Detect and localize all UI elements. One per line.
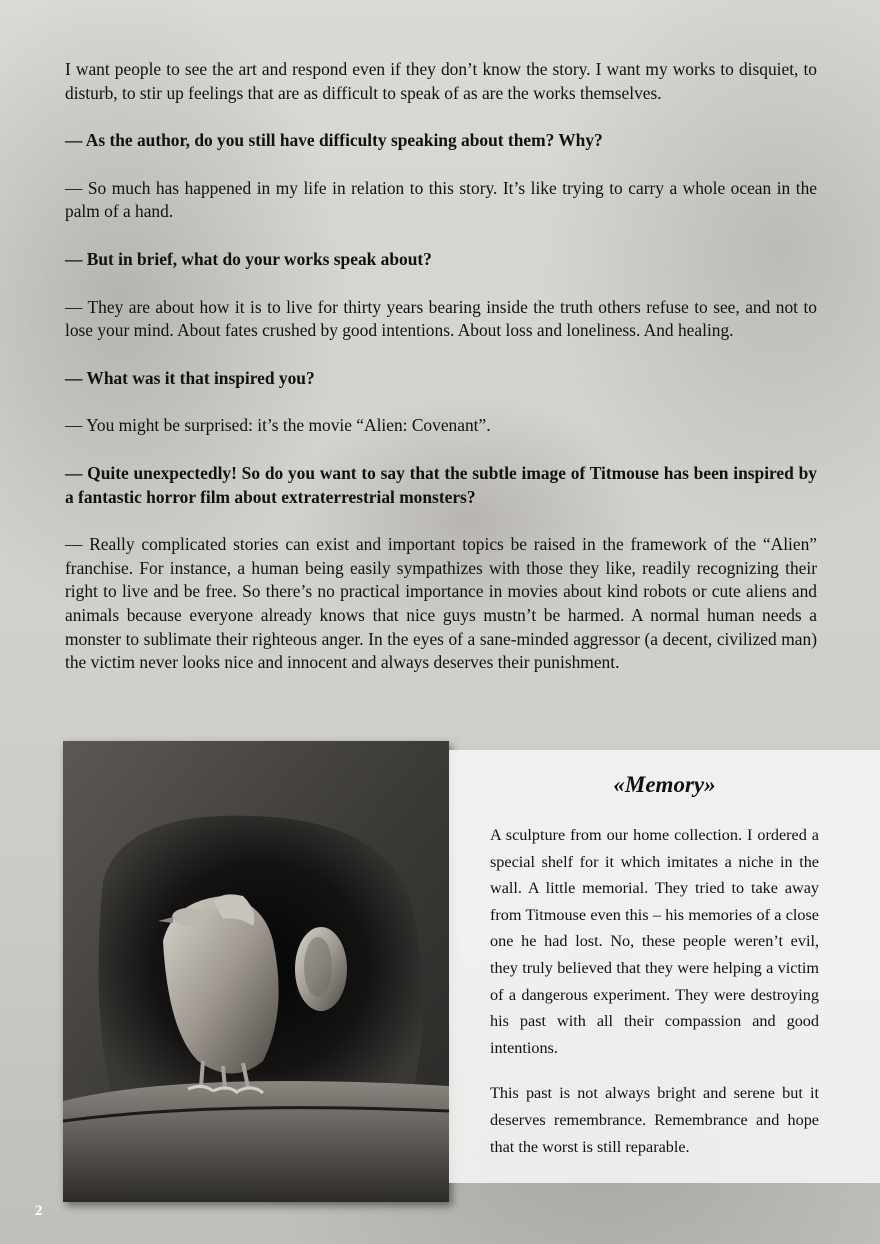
article-paragraph: — They are about how it is to live for thirty years bearing inside the truth others refuse to see, and not to lose your mind. About fates crushed by good intentions. About loss and loneliness. And healing.: [65, 296, 817, 341]
article-paragraph: I want people to see the art and respond even if they don’t know the story. I want my works to disquiet, to disturb, to stir up feelings that are as difficult to speak of as are the works themselves.: [65, 59, 817, 103]
interview-question: — As the author, do you still have difficulty speaking about them? Why?: [65, 130, 603, 151]
interview-question: — What was it that inspired you?: [65, 367, 315, 388]
sidebar-paragraph: A sculpture from our home collection. I ordered a special shelf for it which imitates a niche in the wall. A little memorial. They tried to take away from Titmouse even this – his memories of a close one he had lost. No, these people weren’t evil, they truly believed that they were helping a victim of a dangerous experiment. They were destroying his past with all their compassion and good intentions.: [490, 826, 819, 1057]
article-body: [65, 58, 817, 699]
sidebar-paragraph: This past is not always bright and serene but it deserves remembrance. Remembrance and hope that the worst is still reparable.: [490, 1084, 819, 1156]
caption-sidebar: [449, 750, 880, 1183]
article-paragraph: — You might be surprised: it’s the movie “Alien: Covenant”.: [65, 415, 491, 436]
sidebar-body: [490, 822, 819, 1179]
article-paragraph: — So much has happened in my life in relation to this story. It’s like trying to carry a whole ocean in the palm of a hand.: [65, 177, 817, 222]
sidebar-title: «Memory»: [613, 772, 716, 797]
sculpture-photo: [63, 741, 449, 1202]
interview-question: — Quite unexpectedly! So do you want to say that the subtle image of Titmouse has been inspired by a fantastic horror film about extraterrestrial monsters?: [65, 462, 817, 507]
sculpture-illustration: [63, 741, 449, 1202]
page-number: 2: [35, 1203, 43, 1219]
article-paragraph: — Really complicated stories can exist and important topics be raised in the framework of the “Alien” franchise. For instance, a human being easily sympathizes with those they like, readily recognizing their right to live and be free. So there’s no practical importance in movies about kind robots or cute aliens and animals because everyone already knows that nice guys mustn’t be harmed. A normal human needs a monster to sublimate their righteous anger. In the eyes of a sane-minded aggressor (a decent, civilized man) the victim never looks nice and innocent and always deserves their punishment.: [65, 534, 817, 673]
interview-question: — But in brief, what do your works speak about?: [65, 248, 432, 269]
